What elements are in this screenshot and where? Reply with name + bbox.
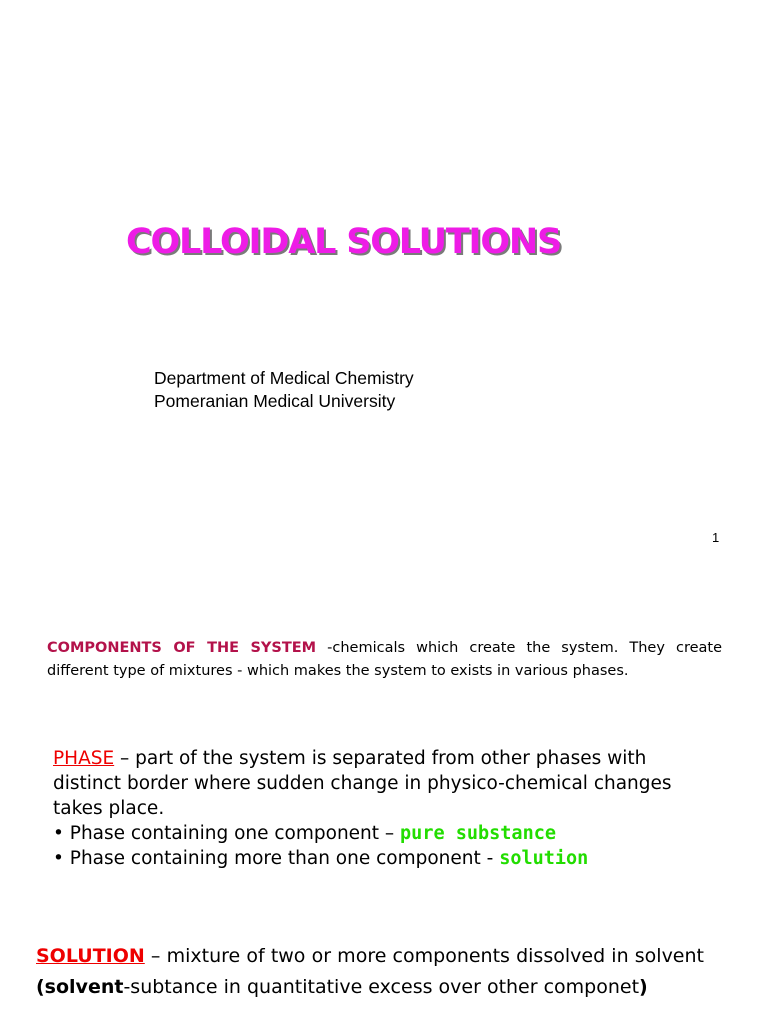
components-paragraph (47, 637, 722, 683)
solvent-bold: (solvent (36, 976, 124, 998)
bullet-text: • Phase containing one component – (53, 823, 401, 844)
phase-paragraph (53, 746, 718, 871)
components-heading: COMPONENTS OF THE SYSTEM (47, 640, 317, 656)
affiliation-block (154, 367, 414, 413)
phase-bullet-solution (53, 846, 718, 871)
solution-paragraph (36, 941, 704, 1003)
phase-bullet-pure-substance (53, 821, 718, 846)
page-number: 1 (712, 530, 720, 545)
pure-substance-highlight: pure substance (400, 823, 556, 844)
content-slide (0, 575, 768, 1024)
slide-title: COLLOIDAL SOLUTIONS (126, 222, 561, 262)
bullet-text: • Phase containing more than one component - (53, 848, 500, 869)
phase-definition (53, 746, 718, 821)
university-name: Pomeranian Medical University (154, 391, 396, 411)
solution-text: – mixture of two or more components dissolved in solvent (144, 945, 704, 967)
solution-heading: SOLUTION (36, 945, 145, 967)
components-text: -chemicals which create the system. They create different type of mixtures - which makes the system to exists in various phases. (47, 640, 722, 679)
closing-paren: ) (639, 976, 648, 998)
solvent-definition: -subtance in quantitative excess over other componet (123, 976, 640, 998)
solution-highlight: solution (499, 848, 589, 869)
phase-heading: PHASE (53, 748, 115, 769)
department-name: Department of Medical Chemistry (154, 368, 414, 388)
phase-text: – part of the system is separated from other phases with distinct border where sudden change in physico-chemical changes takes place. (53, 748, 672, 819)
